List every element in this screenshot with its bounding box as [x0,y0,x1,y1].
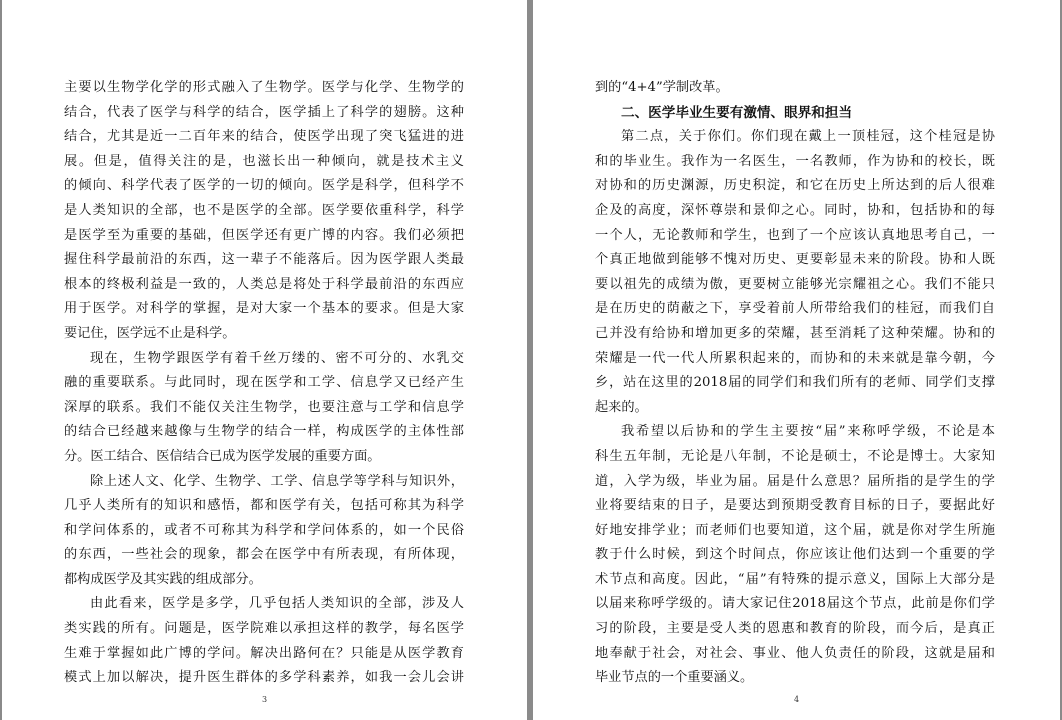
text-line: 根本的终极利益是一致的，人类总是将处于科学最前沿的东西应 [64,276,464,292]
text-line: 除上述人文、化学、生物学、工学、信息学等学科与知识外， [90,473,464,489]
text-line: 是在历史的荫蔽之下，享受着前人所带给我们的桂冠，而我们自 [595,301,995,317]
text-line: 分。医工结合、医信结合已成为医学发展的重要方面。 [64,448,381,464]
text-line: 是医学至为重要的基础，但医学还有更广博的内容。我们必须把 [64,227,464,243]
text-line: 术节点和高度。因此，“届”有特殊的提示意义，国际上大部分是 [595,571,995,587]
text-line: 教于什么时候，到这个时间点，你应该让他们达到一个重要的学 [595,547,995,563]
text-line: 道，入学为级，毕业为届。届是什么意思？届所指的是学生的学 [595,473,995,489]
text-line: 结合，尤其是近一二百年来的结合，使医学出现了突飞猛进的进 [64,129,464,145]
right-page-number: 4 [793,695,800,704]
text-line: 乡，站在这里的2018届的同学们和我们所有的老师、同学们支撑 [595,375,995,391]
left-page-number: 3 [261,695,268,704]
text-line: 对协和的历史渊源，历史积淀，和它在历史上所达到的后人很难 [595,178,995,194]
paragraph [595,420,995,691]
paragraph [64,347,464,470]
text-line: 好地安排学业；而老师们也要知道，这个届，就是你对学生所施 [595,522,995,538]
text-line: 的结合已经越来越像与生物学的结合一样，构成医学的主体性部 [64,424,464,440]
text-line: 深厚的联系。我们不能仅关注生物学，也要注意与工学和信息学 [64,399,464,415]
paragraph [64,76,464,347]
text-line: 业将要结束的日子，是要达到预期受教育目标的日子，要据此好 [595,498,995,514]
text-line: 模式上加以解决，提升医生群体的多学科素养，如我一会儿会讲 [64,670,464,686]
text-line: 融的重要联系。与此同时，现在医学和工学、信息学又已经产生 [64,375,464,391]
text-line: 己并没有给协和增加更多的荣耀，甚至消耗了这种荣耀。协和的 [595,325,995,341]
text-line: 地奉献于社会，对社会、事业、他人负责任的阶段，这就是届和 [595,645,995,661]
text-line: 企及的高度，深怀尊崇和景仰之心。同时，协和，包括协和的每 [595,202,995,218]
text-line: 的倾向、科学代表了医学的一切的倾向。医学是科学，但科学不 [64,178,464,194]
text-line: 由此看来，医学是多学，几乎包括人类知识的全部，涉及人 [90,596,464,612]
text-line: 第二点，关于你们。你们现在戴上一顶桂冠，这个桂冠是协 [621,129,995,145]
text-line: 现在，生物学跟医学有着千丝万缕的、密不可分的、水乳交 [90,350,464,366]
text-line: 和的毕业生。我作为一名医生，一名教师，作为协和的校长，既 [595,153,995,169]
text-line: 的东西，一些社会的现象，都会在医学中有所表现，有所体现， [64,547,464,563]
right-page-body [595,76,995,691]
text-line: 类实践的所有。问题是，医学院难以承担这样的教学，每名医学 [64,621,464,637]
text-line: 荣耀是一代一代人所累积起来的，而协和的未来就是靠今朝，今 [595,350,995,366]
text-line: 几乎人类所有的知识和感悟，都和医学有关，包括可称其为科学 [64,498,464,514]
text-line: 科生五年制，无论是八年制，不论是硕士，不论是博士。大家知 [595,448,995,464]
text-line: 展。但是，值得关注的是，也滋长出一种倾向，就是技术主义 [64,153,464,169]
left-page [2,0,527,720]
text-line: 我希望以后协和的学生主要按“届”来称呼学级，不论是本 [621,424,995,440]
continued-line: 到的“4+4”学制改革。 [595,80,729,95]
right-page [533,0,1060,720]
paragraph [64,470,464,593]
text-line: 毕业节点的一个重要涵义。 [595,670,754,686]
text-line: 一个人，无论教师和学生，也到了一个应该认真地思考自己，一 [595,227,995,243]
paragraph [595,125,995,420]
text-line: 和学问体系的，或者不可称其为科学和学问体系的，如一个民俗 [64,522,464,538]
text-line: 是人类知识的全部，也不是医学的全部。医学要依重科学，科学 [64,202,464,218]
text-line: 握住科学最前沿的东西，这一辈子不能落后。因为医学跟人类最 [64,252,464,268]
text-line: 用于医学。对科学的掌握，是对大家一个基本的要求。但是大家 [64,301,464,317]
text-line: 结合，代表了医学与科学的结合，医学插上了科学的翅膀。这种 [64,104,464,120]
text-line: 以届来称呼学级的。请大家记住2018届这个节点，此前是你们学 [595,596,995,612]
text-line: 主要以生物学化学的形式融入了生物学。医学与化学、生物学的 [64,80,464,95]
text-line: 个真正地做到能够不愧对历史、更要彰显未来的阶段。协和人既 [595,252,995,268]
text-line: 要记住，医学远不止是科学。 [64,325,236,341]
section-heading: 二、医学毕业生要有激情、眼界和担当 [621,104,853,121]
text-line: 生难于掌握如此广博的学问。解决出路何在？只能是从医学教育 [64,645,464,661]
text-line: 要以祖先的成绩为傲，更要树立能够光宗耀祖之心。我们不能只 [595,276,995,292]
paragraph [64,592,464,690]
text-line: 都构成医学及其实践的组成部分。 [64,571,262,587]
left-page-body [64,76,464,691]
text-line: 起来的。 [595,399,648,415]
text-line: 习的阶段，主要是受人类的恩惠和教育的阶段，而今后，是真正 [595,621,995,637]
